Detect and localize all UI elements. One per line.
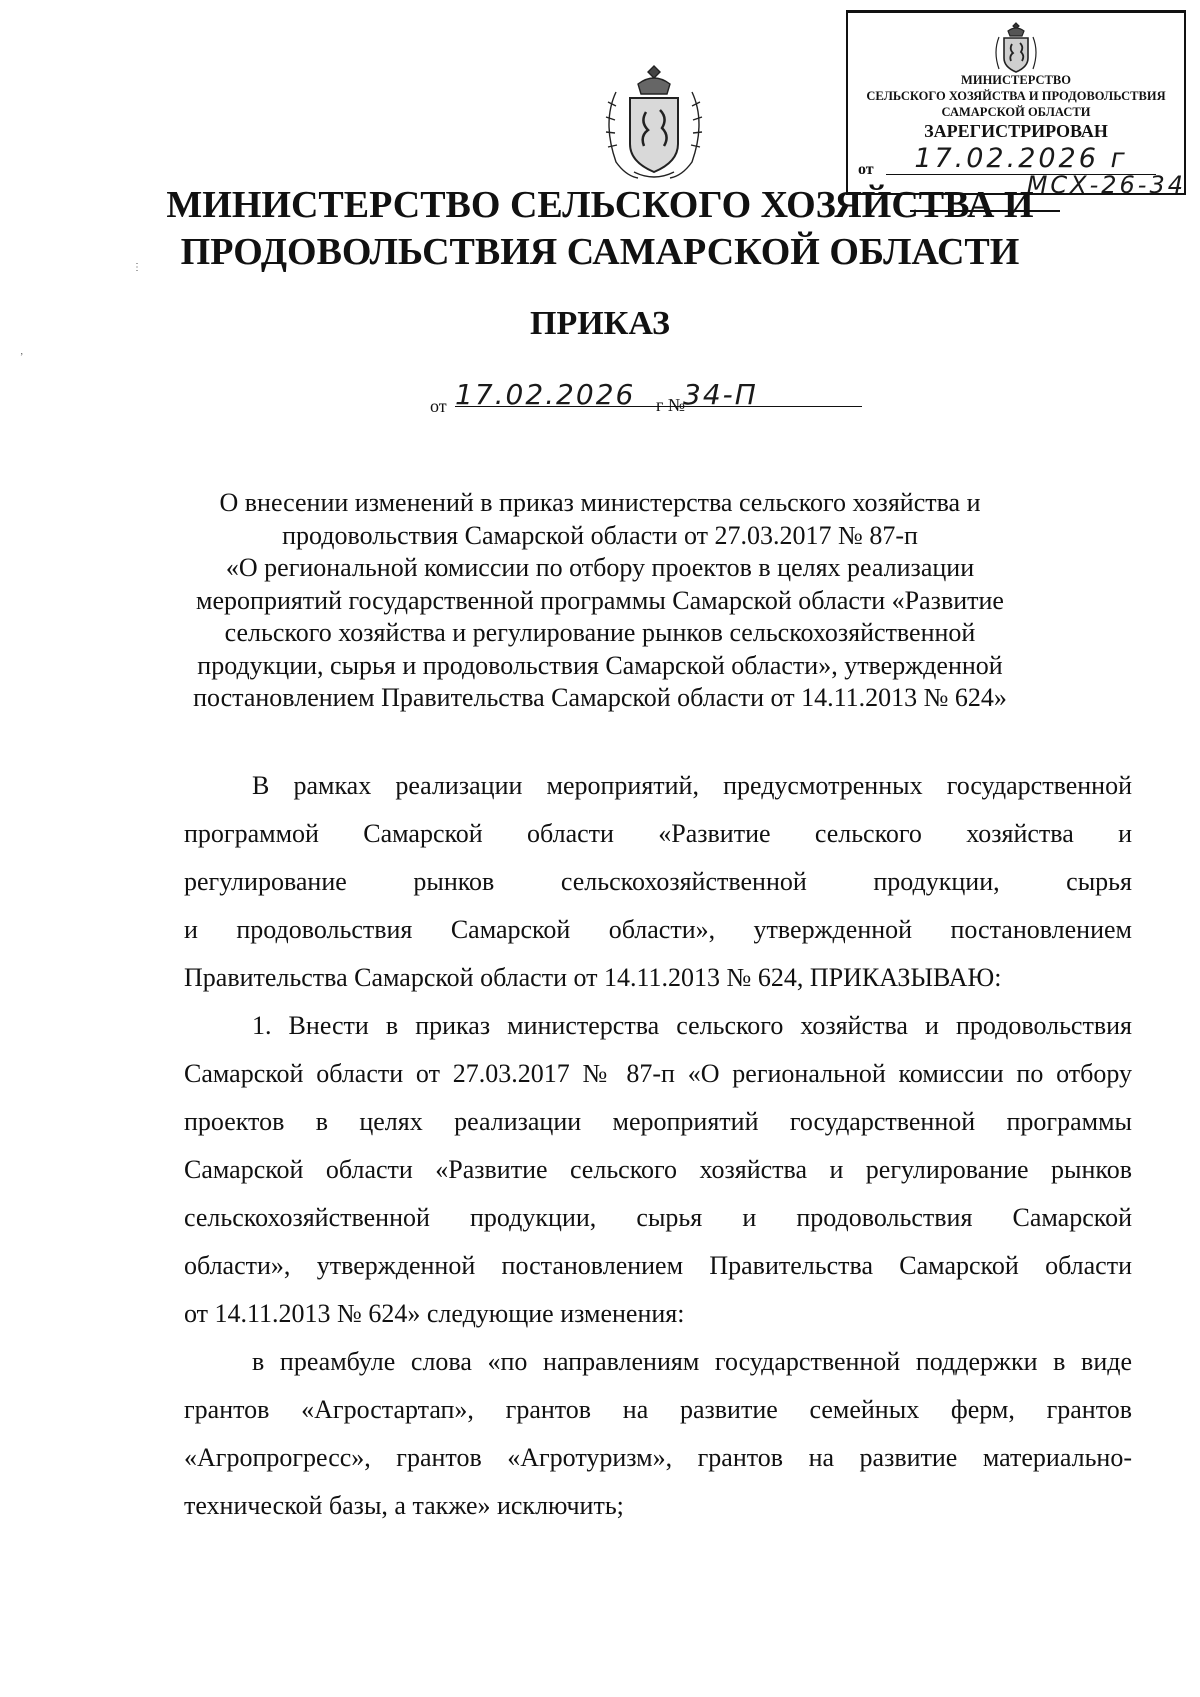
body-line: Самарской области от 27.03.2017 № 87-п «О региональной комиссии по отбору	[184, 1059, 1132, 1088]
stamp-registration-number: МСХ-26-34	[1026, 171, 1186, 199]
body-line: и продовольствия Самарской области», утвержденной постановлением	[184, 915, 1132, 944]
body-line: Правительства Самарской области от 14.11.2013 № 624, ПРИКАЗЫВАЮ:	[184, 963, 1002, 992]
body-line: от 14.11.2013 № 624» следующие изменения:	[184, 1299, 685, 1328]
body-line: грантов «Агростартап», грантов на развитие семейных ферм, грантов	[184, 1395, 1132, 1424]
coat-of-arms-emblem	[598, 62, 710, 184]
stamp-ministry-line-3: САМАРСКОЙ ОБЛАСТИ	[941, 105, 1091, 119]
order-body	[184, 762, 1132, 1530]
order-date-number-line	[430, 378, 862, 418]
stamp-registration-date: 17.02.2026 г	[886, 143, 1156, 175]
ministry-header-line-2: ПРОДОВОЛЬСТВИЯ САМАРСКОЙ ОБЛАСТИ	[180, 231, 1020, 273]
order-date: 17.02.2026	[455, 378, 636, 411]
document-title: ПРИКАЗ	[530, 305, 670, 342]
subject-line: «О региональной комиссии по отбору проектов в целях реализации	[225, 553, 975, 582]
body-line: программой Самарской области «Развитие сельского хозяйства и	[184, 819, 1132, 848]
subject-line: продукции, сырья и продовольствия Самарской области», утвержденной	[197, 650, 1003, 680]
registration-stamp	[846, 10, 1186, 199]
subject-line: О внесении изменений в приказ министерства сельского хозяйства и	[219, 488, 981, 517]
body-line: Самарской области «Развитие сельского хозяйства и регулирование рынков	[184, 1155, 1132, 1184]
subject-line: постановлением Правительства Самарской области от 14.11.2013 № 624»	[193, 683, 1007, 712]
body-line: технической базы, а также» исключить;	[184, 1491, 624, 1520]
body-line: В рамках реализации мероприятий, предусмотренных государственной	[252, 771, 1132, 800]
stamp-emblem-icon	[993, 21, 1039, 77]
subject-line: продовольствия Самарской области от 27.03.2017 № 87-п	[282, 520, 918, 550]
stamp-strike-line	[910, 210, 1060, 212]
margin-mark: ʼ	[20, 352, 24, 363]
body-line: в преамбуле слова «по направлениям государственной поддержки в виде	[252, 1347, 1132, 1376]
body-line: регулирование рынков сельскохозяйственной продукции, сырья	[184, 867, 1132, 896]
body-line: области», утвержденной постановлением Правительства Самарской области	[184, 1251, 1132, 1280]
order-ot-label: от	[430, 396, 447, 416]
stamp-ministry-line-2: СЕЛЬСКОГО ХОЗЯЙСТВА И ПРОДОВОЛЬСТВИЯ	[866, 89, 1166, 103]
body-line: сельскохозяйственной продукции, сырья и продовольствия Самарской	[184, 1203, 1132, 1232]
margin-mark: ⋮	[132, 262, 142, 273]
ministry-header-line-1: МИНИСТЕРСТВО СЕЛЬСКОГО ХОЗЯЙСТВА И	[166, 184, 1034, 226]
body-line: проектов в целях реализации мероприятий государственной программы	[184, 1107, 1132, 1136]
stamp-status: ЗАРЕГИСТРИРОВАН	[924, 121, 1108, 141]
body-line: «Агропрогресс», грантов «Агротуризм», грантов на развитие материально-	[184, 1443, 1132, 1472]
order-subject	[160, 487, 1040, 715]
order-number: 34-П	[683, 378, 758, 411]
body-line: 1. Внести в приказ министерства сельского хозяйства и продовольствия	[252, 1011, 1132, 1040]
subject-line: мероприятий государственной программы Самарской области «Развитие	[196, 585, 1004, 615]
stamp-ministry-line-1: МИНИСТЕРСТВО	[961, 73, 1071, 87]
subject-line: сельского хозяйства и регулирование рынков сельскохозяйственной	[224, 618, 976, 647]
stamp-ot-label: от	[858, 161, 874, 178]
order-number-label: г №	[656, 395, 686, 415]
